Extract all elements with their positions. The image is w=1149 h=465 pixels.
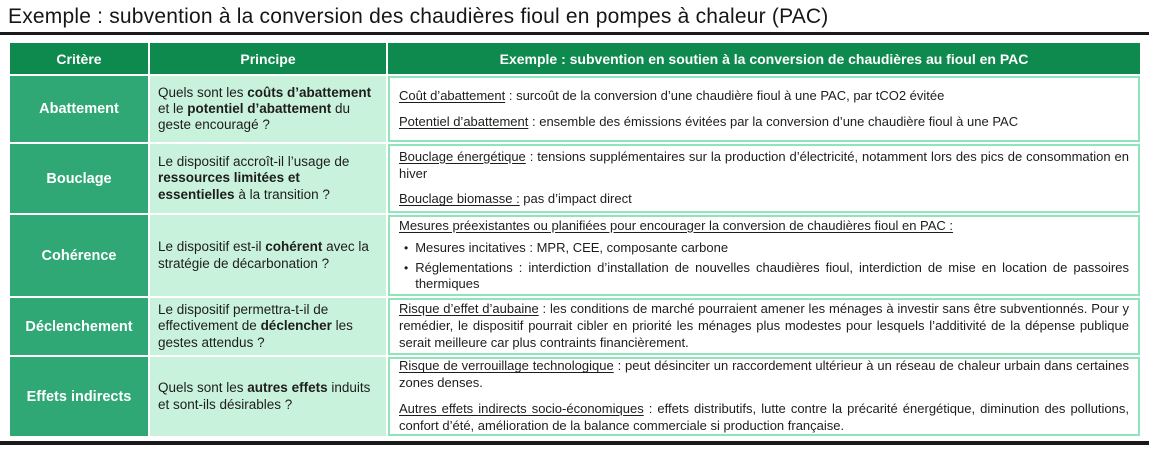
paragraph-rest: : surcoût de la conversion d’une chaudière fioul à une PAC, par tCO2 évitée xyxy=(505,87,945,103)
example-heading: Mesures préexistantes ou planifiées pour encourager la conversion de chaudières fioul en PAC : xyxy=(399,217,954,233)
page-title: Exemple : subvention à la conversion des chaudières fioul en pompes à chaleur (PAC) xyxy=(8,5,829,28)
example-cell-declenchement xyxy=(388,298,1140,355)
paragraph-rest: : les conditions de marché pourraient amener les ménages à investir sans être subventionnés. Pour y remédier, le dispositif pourrait cibler en priorité les ménages plus modestes pour lesquels l’additivité de la dépense publique serait meilleure car plus contraints financièrement. xyxy=(399,301,1129,350)
paragraph-rest: : effets distributifs, lutte contre la précarité énergétique, diminution des pollutions, confort d’été, amélioration de la balance commerciale si production française. xyxy=(399,401,1129,433)
underlined-lead: Risque d’effet d’aubaine xyxy=(399,301,539,317)
example-paragraph xyxy=(399,149,1129,183)
principle-cell-coherence xyxy=(150,215,386,296)
principle-text: Le dispositif permettra-t-il de effectivement de déclencher les gestes attendus ? xyxy=(158,302,353,350)
underlined-lead: Coût d’abattement xyxy=(399,87,506,103)
example-cell-abattement xyxy=(388,76,1140,142)
principle-cell-effets-indirects xyxy=(150,357,386,436)
principle-text: Quels sont les coûts d’abattement et le potentiel d’abattement du geste encouragé ? xyxy=(158,84,372,133)
example-paragraph xyxy=(399,358,1129,392)
example-paragraph xyxy=(399,401,1129,435)
paragraph-rest: : ensemble des émissions évitées par la conversion d’une chaudière fioul à une PAC xyxy=(528,113,1019,129)
example-cell-coherence xyxy=(388,215,1140,296)
example-cell-effets-indirects xyxy=(388,357,1140,436)
principle-cell-declenchement xyxy=(150,298,386,355)
example-paragraph xyxy=(399,191,1129,208)
bottom-rule xyxy=(0,441,1149,445)
title-rule xyxy=(0,32,1149,35)
example-paragraph xyxy=(399,301,1129,352)
underlined-lead: Potentiel d’abattement xyxy=(399,113,529,129)
bullet-icon: • xyxy=(404,260,409,275)
principle-text: Quels sont les autres effets induits et sont-ils désirables ? xyxy=(158,380,371,412)
underlined-lead: Autres effets indirects socio-économiques xyxy=(399,401,644,416)
bullet-text: Mesures incitatives : MPR, CEE, composante carbone xyxy=(415,239,729,255)
principle-cell-bouclage xyxy=(150,144,386,213)
header-critere: Critère xyxy=(10,43,148,74)
bullet-item xyxy=(399,240,1129,257)
bullet-icon: • xyxy=(404,240,409,255)
underlined-lead: Risque de verrouillage technologique xyxy=(399,358,614,374)
paragraph-rest: pas d’impact direct xyxy=(519,191,632,207)
paragraph-rest: : peut désinciter un raccordement ultérieur à un réseau de chaleur urbain dans certaines zones denses. xyxy=(399,358,1129,391)
header-principe: Principe xyxy=(150,43,386,74)
example-paragraph xyxy=(399,114,1129,131)
criteria-table xyxy=(10,43,1140,436)
underlined-lead: Bouclage biomasse : xyxy=(399,191,520,207)
example-paragraph xyxy=(399,88,1129,105)
criteria-cell-declenchement: Déclenchement xyxy=(10,298,148,355)
bullet-text: Réglementations : interdiction d’installation de nouvelles chaudières fioul, interdiction de mise en location de passoires thermiques xyxy=(415,259,1129,292)
principle-text: Le dispositif est-il cohérent avec la stratégie de décarbonation ? xyxy=(158,239,369,271)
criteria-cell-bouclage: Bouclage xyxy=(10,144,148,213)
paragraph-rest: : tensions supplémentaires sur la production d’électricité, notamment lors des pics de consommation en hiver xyxy=(399,148,1129,181)
criteria-cell-coherence: Cohérence xyxy=(10,215,148,296)
header-exemple: Exemple : subvention en soutien à la conversion de chaudières au fioul en PAC xyxy=(388,43,1140,74)
criteria-cell-effets-indirects: Effets indirects xyxy=(10,357,148,436)
criteria-cell-abattement: Abattement xyxy=(10,76,148,142)
bullet-item xyxy=(399,260,1129,294)
underlined-lead: Bouclage énergétique xyxy=(399,148,526,164)
principle-cell-abattement xyxy=(150,76,386,142)
principle-text: Le dispositif accroît-il l’usage de ressources limitées et essentielles à la transition ? xyxy=(158,154,350,202)
example-cell-bouclage xyxy=(388,144,1140,213)
